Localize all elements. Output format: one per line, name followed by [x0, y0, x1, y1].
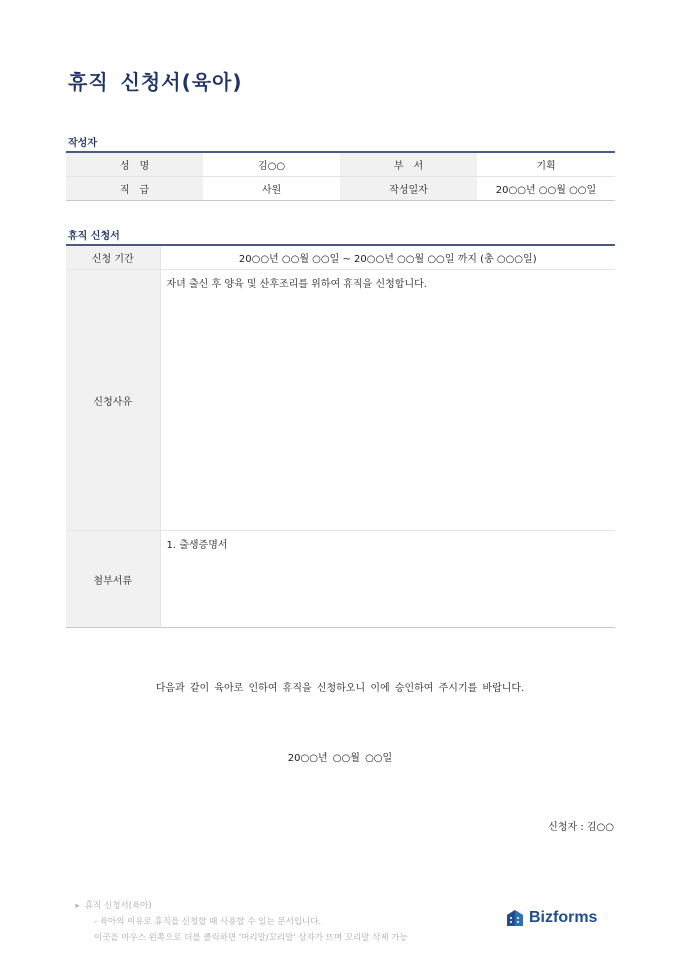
leave-table: [66, 244, 615, 628]
building-icon: [505, 909, 525, 927]
author-section-label: 작성자: [68, 138, 97, 149]
author-table: [66, 151, 615, 201]
name-value: 김○○: [257, 161, 286, 172]
department-value: 기획: [536, 161, 556, 172]
footer-line-3: 이곳을 마우스 왼쪽으로 더블 클릭하면 '머리말/꼬리말' 상자가 뜨며 꼬리말 삭제 가능: [94, 933, 408, 943]
document-title: 휴직 신청서(육아): [68, 70, 243, 94]
arrow-bullet-icon: ➤: [74, 902, 80, 910]
table-row: [66, 177, 615, 201]
reason-value[interactable]: 자녀 출신 후 양육 및 산후조리를 위하여 휴직을 신청합니다.: [160, 270, 615, 531]
name-label: 성 명: [66, 152, 203, 177]
footer-line-2: - 육아의 이유로 휴직을 신청할 때 사용할 수 있는 문서입니다.: [94, 917, 322, 927]
table-row: [66, 152, 615, 177]
footer-note[interactable]: [74, 898, 408, 946]
footer-line-1: 휴직 신청서(육아): [84, 901, 152, 911]
period-value: 20○○년 ○○월 ○○일 ~ 20○○년 ○○월 ○○일 까지 (총 ○○○일): [238, 254, 537, 265]
application-date: 20○○년 ○○월 ○○일: [287, 753, 393, 764]
table-row: [66, 531, 615, 628]
position-value: 사원: [203, 177, 340, 201]
applicant-signature: 신청자 : 김○○: [548, 822, 614, 833]
department-label: 부 서: [340, 152, 477, 177]
logo-text: Bizforms: [529, 909, 598, 926]
write-date-value: 20○○년 ○○월 ○○일: [477, 177, 615, 201]
table-row: [66, 245, 615, 270]
attachment-value[interactable]: 1. 출생증명서: [160, 531, 615, 628]
period-label: 신청 기간: [66, 245, 160, 270]
table-row: [66, 270, 615, 531]
bizforms-logo: [505, 909, 597, 927]
request-statement: 다음과 같이 육아로 인하여 휴직을 신청하오니 이에 승인하여 주시기를 바랍니다.: [155, 683, 525, 694]
reason-label: 신청사유: [66, 270, 160, 531]
attachment-label: 첨부서류: [66, 531, 160, 628]
leave-section-label: 휴직 신청서: [68, 231, 120, 242]
write-date-label: 작성일자: [340, 177, 477, 201]
position-label: 직 급: [66, 177, 203, 201]
